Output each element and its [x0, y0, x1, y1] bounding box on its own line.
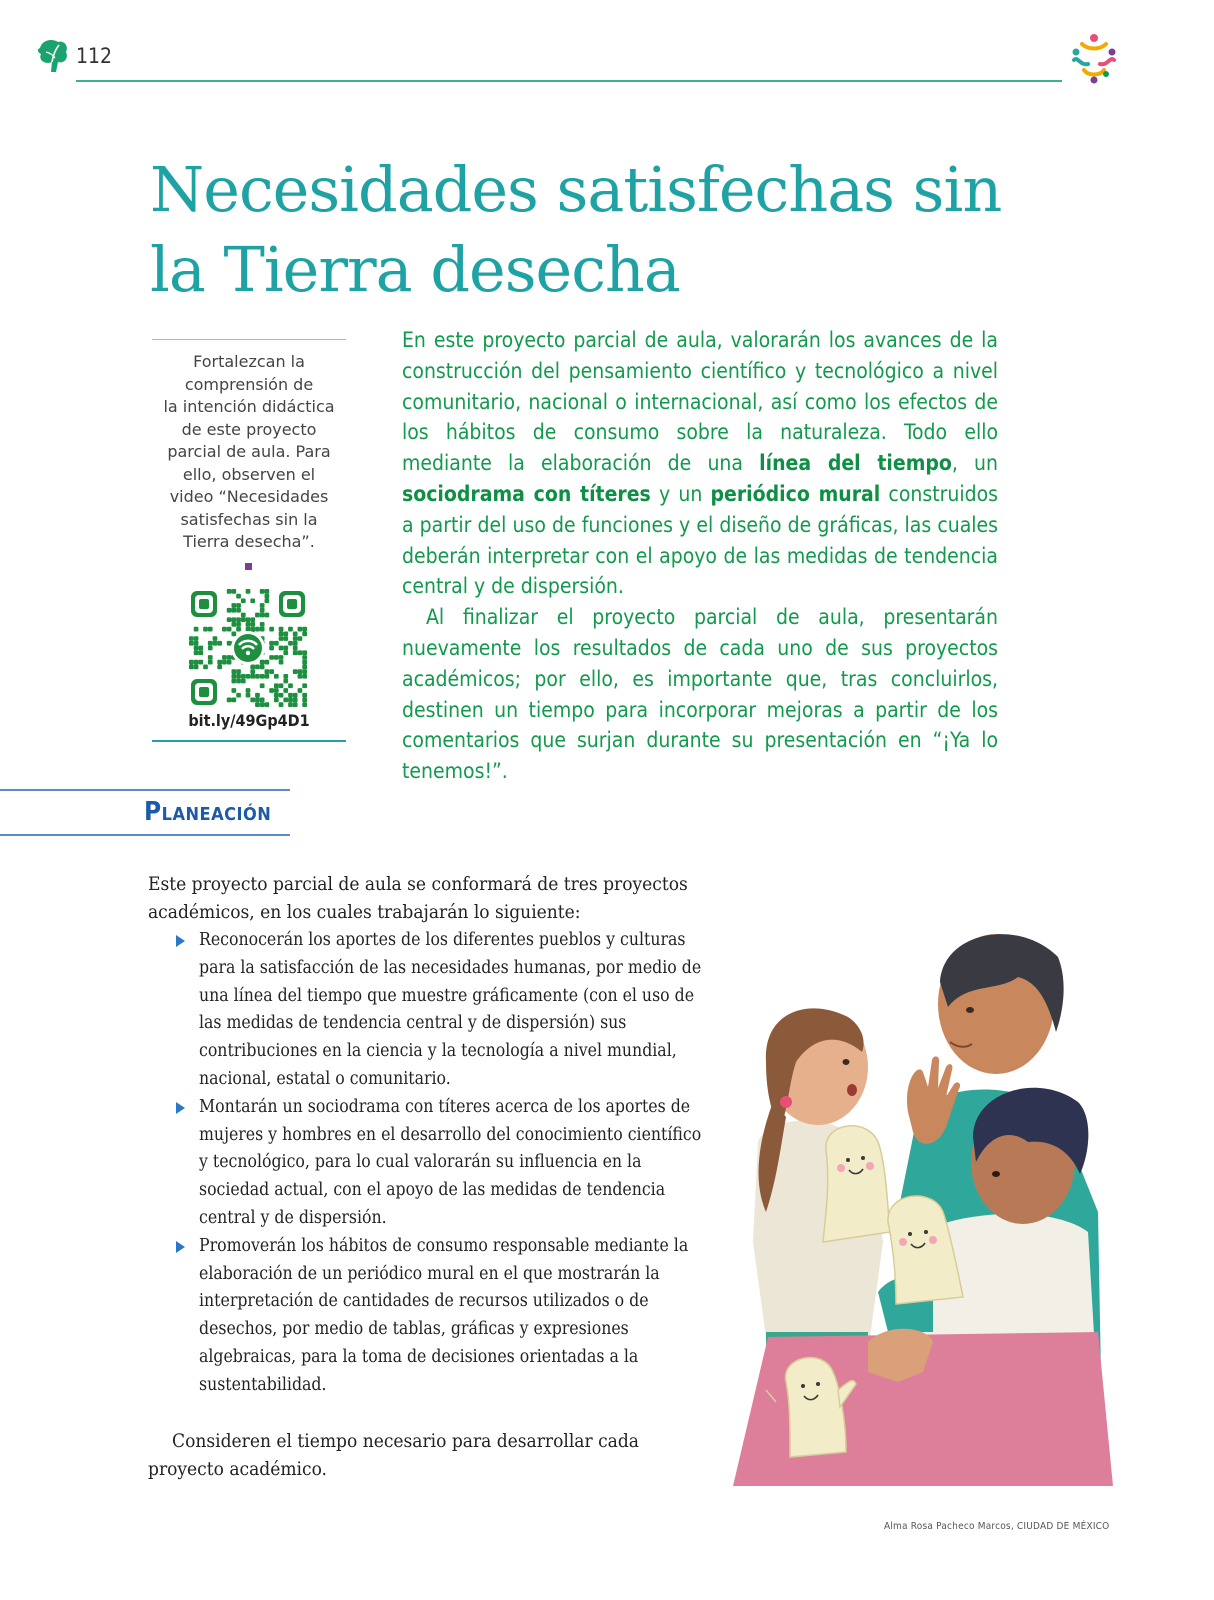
intro-text-run: , un — [951, 451, 998, 476]
sidebar-line: ello, observen el — [182, 464, 316, 484]
keyword-timeline: línea del tiempo — [759, 451, 952, 476]
title-line-1: Necesidades satisfechas sin — [150, 153, 1002, 226]
sidebar-end-marker — [245, 563, 252, 570]
leaf-logo-icon — [36, 38, 70, 74]
list-item-text: Promoverán los hábitos de consumo responsable mediante la elaboración de un periódico mural en el que mostrarán la interpretación de cantidades de recursos utilizados o de desechos, por medio de tablas, gráficas y expresiones algebraicas, para la toma de decisiones orientadas a la sustentabilidad. — [199, 1235, 689, 1395]
intro-text-run: En este proyecto parcial de aula, valorarán los avances de la construcción del pensamiento científico y tecnológico a nivel comunitario, nacional o internacional, así como los efectos de los hábitos de consumo sobre la naturaleza. Todo ello mediante la elaboración de una — [402, 328, 998, 476]
sidebar-note — [152, 351, 346, 554]
closing-paragraph: Consideren el tiempo necesario para desarrollar cada proyecto académico. — [148, 1430, 639, 1480]
title-line-2: la Tierra desecha — [150, 233, 680, 306]
sidebar-line: satisfechas sin la — [180, 509, 318, 529]
colorful-figures-logo-icon — [1066, 30, 1122, 86]
qr-code-icon[interactable] — [189, 589, 307, 707]
list-item-text: Reconocerán los aportes de los diferentes pueblos y culturas para la satisfacción de las necesidades humanas, por medio de una línea del tiempo que muestre gráficamente (con el uso de las medidas de tendencia central y de dispersión) sus contribuciones en la ciencia y la tecnología a nivel mundial, nacional, estatal o comunitario. — [199, 930, 702, 1089]
planning-list — [176, 927, 706, 1400]
list-item — [176, 1094, 706, 1233]
keyword-sociodrama: sociodrama con títeres — [402, 481, 651, 506]
list-item-text: Montarán un sociodrama con títeres acerca de los aportes de mujeres y hombres en el desarrollo del conocimiento científico y tecnológico, para lo cual valorarán su influencia en la sociedad actual, con el apoyo de las medidas de tendencia central y de dispersión. — [199, 1096, 702, 1228]
students-puppets-illustration — [718, 912, 1118, 1486]
intro-paragraph-1 — [402, 325, 998, 602]
sidebar-line: la intención didáctica — [163, 397, 335, 416]
keyword-mural: periódico mural — [710, 481, 881, 506]
sidebar-bottom-rule — [152, 740, 346, 742]
sidebar-top-rule — [152, 339, 346, 340]
sidebar-line: video “Necesidades — [169, 487, 329, 506]
page-number: 112 — [76, 44, 113, 68]
intro-paragraph-2: Al finalizar el proyecto parcial de aula, presentarán nuevamente los resultados de cada uno de sus proyectos académicos; por ello, es importante que, tras concluirlos, destinen un tiempo para incorporar mejoras a partir de los comentarios que surjan durante su presentación en “¡Ya lo tenemos!”. — [402, 605, 998, 784]
section-rule-top — [0, 789, 290, 791]
sidebar-line: parcial de aula. Para — [167, 442, 331, 461]
illustration-credit: Alma Rosa Pacheco Marcos, CIUDAD DE MÉXICO — [884, 1521, 1110, 1532]
qr-short-link[interactable]: bit.ly/49Gp4D1 — [188, 711, 310, 730]
list-item — [176, 927, 706, 1094]
intro-text — [402, 325, 998, 787]
section-heading: Planeación — [144, 797, 272, 827]
section-rule-bottom — [0, 834, 290, 836]
sidebar-line: de este proyecto — [181, 419, 317, 439]
bullet-arrow-icon — [176, 935, 185, 947]
list-item — [176, 1233, 706, 1400]
bullet-arrow-icon — [176, 1241, 185, 1253]
bullet-arrow-icon — [176, 1102, 185, 1114]
header-divider — [76, 80, 1062, 82]
planning-intro: Este proyecto parcial de aula se conformará de tres proyectos académicos, en los cuales trabajarán lo siguiente: — [148, 873, 688, 923]
page-title — [150, 150, 1050, 310]
intro-text-run: y un — [650, 481, 711, 506]
sidebar-line: Fortalezcan la — [193, 352, 305, 371]
sidebar-line: Tierra desecha”. — [183, 532, 315, 551]
intro-text-run: construidos a partir del uso de funciones y el diseño de gráficas, las cuales deberán interpretar con el apoyo de las medidas de tendencia central y de dispersión. — [402, 481, 998, 599]
sidebar-line: comprensión de — [184, 374, 314, 394]
